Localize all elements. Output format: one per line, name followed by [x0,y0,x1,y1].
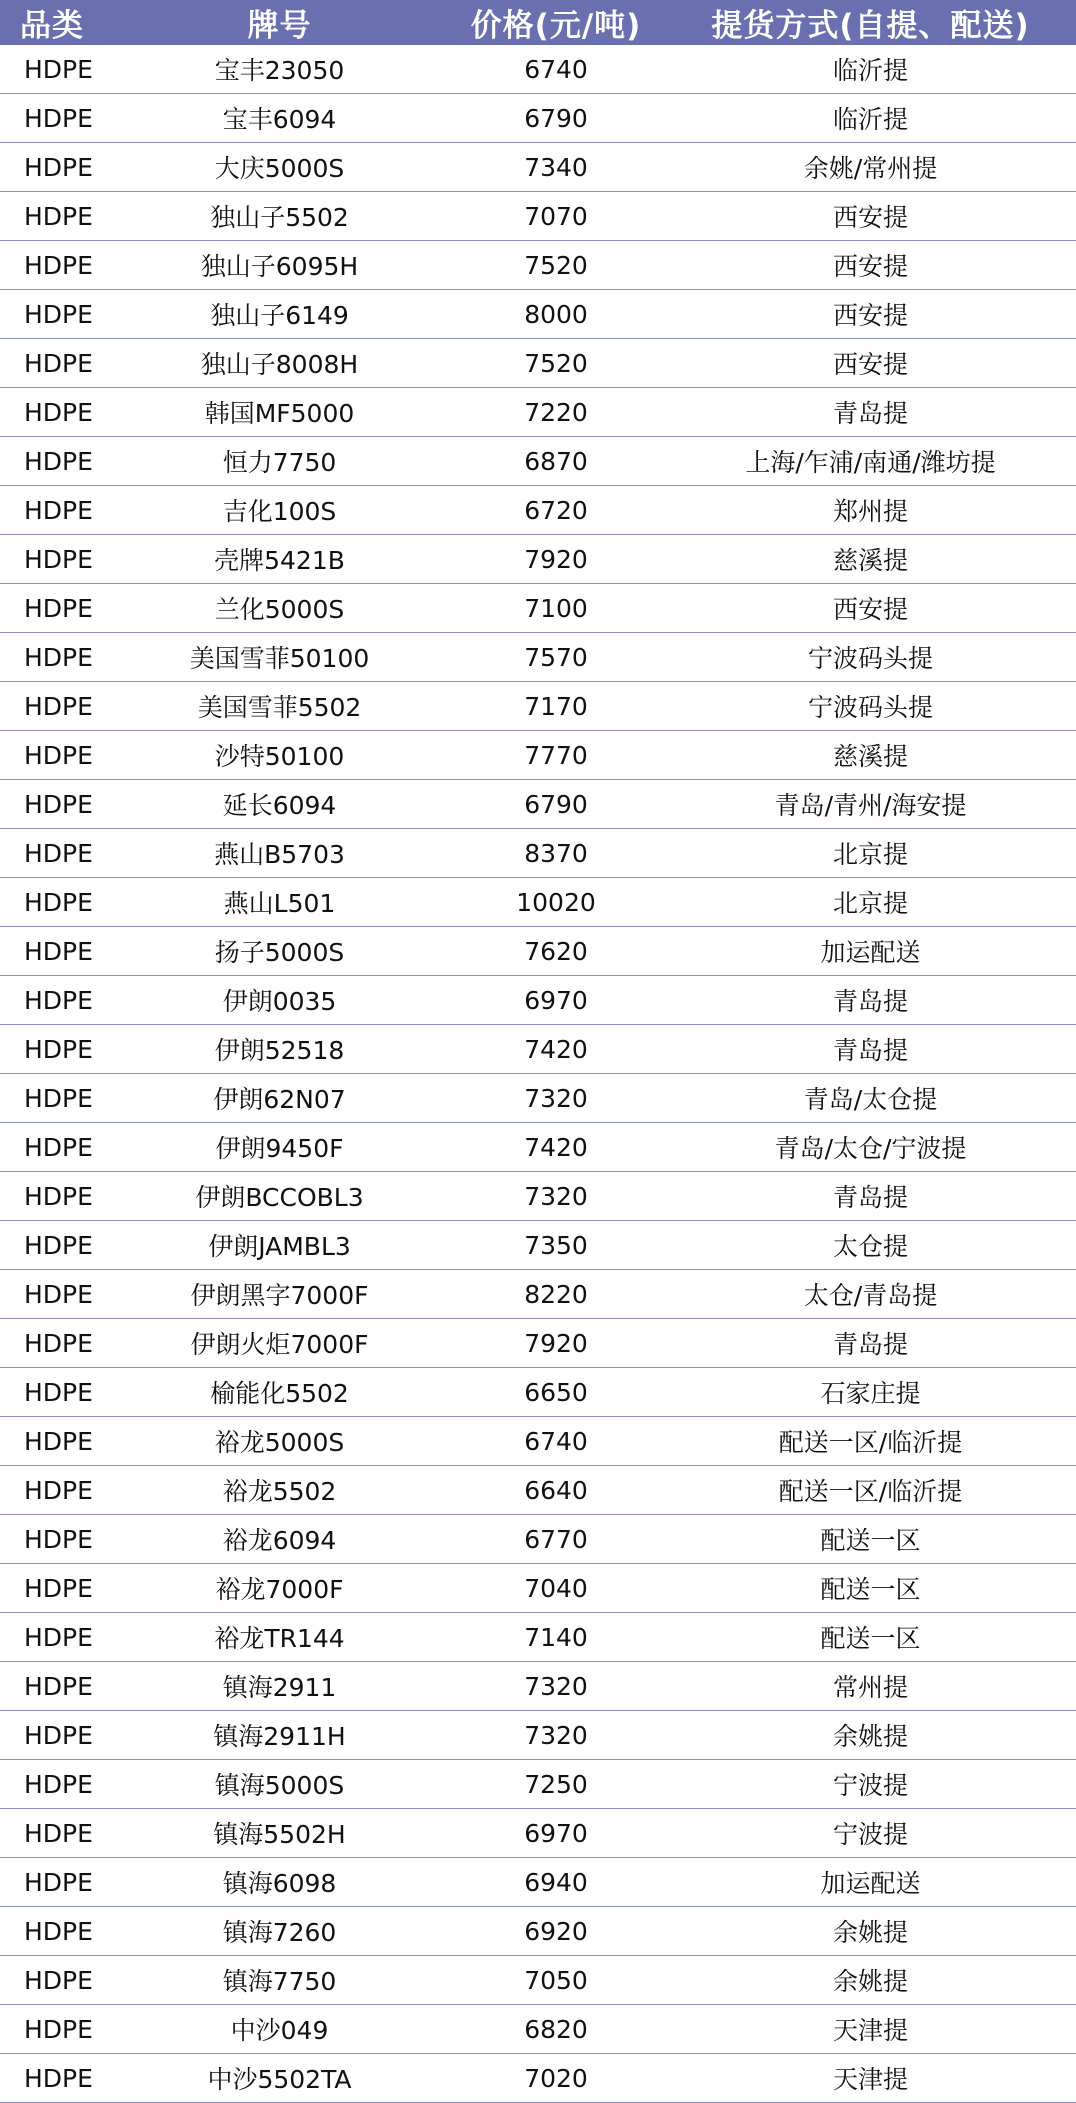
cell-brand: 独山子5502 [112,192,447,241]
cell-pickup: 余姚提 [665,1907,1076,1956]
cell-price: 8220 [447,1270,665,1319]
cell-brand: 美国雪菲50100 [112,633,447,682]
table-row [0,2005,1076,2054]
cell-pickup: 临沂提 [665,45,1076,94]
cell-pickup: 宁波提 [665,1809,1076,1858]
cell-brand: 宝丰6094 [112,94,447,143]
table-row [0,45,1076,94]
table-row [0,1956,1076,2005]
cell-price: 7770 [447,731,665,780]
cell-pickup: 常州提 [665,1662,1076,1711]
table-header [0,0,1076,45]
table-row [0,1809,1076,1858]
cell-category: HDPE [0,1466,112,1515]
cell-price: 7320 [447,1074,665,1123]
cell-brand: 大庆5000S [112,143,447,192]
cell-brand: 伊朗9450F [112,1123,447,1172]
table-row [0,633,1076,682]
header-category: 品类 [0,0,112,45]
cell-price: 6650 [447,1368,665,1417]
cell-pickup: 余姚提 [665,1711,1076,1760]
cell-category: HDPE [0,1368,112,1417]
table-row [0,486,1076,535]
cell-price: 7920 [447,535,665,584]
cell-brand: 沙特50100 [112,731,447,780]
cell-pickup: 天津提 [665,2054,1076,2103]
cell-category: HDPE [0,1662,112,1711]
cell-brand: 镇海2911H [112,1711,447,1760]
cell-price: 7340 [447,143,665,192]
cell-price: 7320 [447,1172,665,1221]
cell-category: HDPE [0,535,112,584]
cell-category: HDPE [0,1417,112,1466]
cell-price: 6740 [447,1417,665,1466]
table-row [0,1662,1076,1711]
cell-pickup: 宁波提 [665,1760,1076,1809]
cell-category: HDPE [0,339,112,388]
cell-pickup: 青岛/青州/海安提 [665,780,1076,829]
cell-pickup: 太仓提 [665,1221,1076,1270]
cell-price: 7040 [447,1564,665,1613]
cell-price: 6970 [447,976,665,1025]
cell-category: HDPE [0,731,112,780]
cell-price: 6720 [447,486,665,535]
table-row [0,1907,1076,1956]
table-row [0,94,1076,143]
cell-pickup: 配送一区/临沂提 [665,1466,1076,1515]
cell-category: HDPE [0,2054,112,2103]
cell-pickup: 余姚/常州提 [665,143,1076,192]
table-row [0,1515,1076,1564]
cell-category: HDPE [0,143,112,192]
cell-brand: 伊朗62N07 [112,1074,447,1123]
cell-brand: 裕龙7000F [112,1564,447,1613]
cell-price: 7140 [447,1613,665,1662]
header-pickup: 提货方式(自提、配送) [665,0,1076,45]
cell-category: HDPE [0,388,112,437]
cell-category: HDPE [0,1613,112,1662]
table-row [0,1123,1076,1172]
cell-pickup: 配送一区 [665,1515,1076,1564]
cell-price: 6920 [447,1907,665,1956]
cell-brand: 伊朗火炬7000F [112,1319,447,1368]
cell-category: HDPE [0,1319,112,1368]
cell-price: 7220 [447,388,665,437]
cell-pickup: 天津提 [665,2005,1076,2054]
cell-brand: 镇海5000S [112,1760,447,1809]
cell-price: 7050 [447,1956,665,2005]
cell-category: HDPE [0,94,112,143]
cell-price: 7250 [447,1760,665,1809]
table-row [0,1270,1076,1319]
cell-category: HDPE [0,2005,112,2054]
cell-pickup: 青岛提 [665,388,1076,437]
cell-brand: 镇海7750 [112,1956,447,2005]
cell-category: HDPE [0,486,112,535]
cell-category: HDPE [0,437,112,486]
cell-price: 6970 [447,1809,665,1858]
cell-category: HDPE [0,1025,112,1074]
table-row [0,1319,1076,1368]
table-row [0,829,1076,878]
cell-category: HDPE [0,1564,112,1613]
cell-pickup: 北京提 [665,878,1076,927]
table-row [0,1074,1076,1123]
cell-pickup: 慈溪提 [665,535,1076,584]
cell-brand: 镇海6098 [112,1858,447,1907]
cell-category: HDPE [0,1760,112,1809]
cell-price: 6770 [447,1515,665,1564]
cell-brand: 燕山L501 [112,878,447,927]
cell-brand: 伊朗BCCOBL3 [112,1172,447,1221]
cell-pickup: 郑州提 [665,486,1076,535]
table-row [0,290,1076,339]
cell-brand: 延长6094 [112,780,447,829]
cell-price: 6940 [447,1858,665,1907]
table-row [0,1711,1076,1760]
table-row [0,1564,1076,1613]
cell-pickup: 宁波码头提 [665,682,1076,731]
cell-pickup: 太仓/青岛提 [665,1270,1076,1319]
table-row [0,584,1076,633]
cell-brand: 兰化5000S [112,584,447,633]
cell-category: HDPE [0,1809,112,1858]
table-body [0,45,1076,2103]
cell-price: 7570 [447,633,665,682]
cell-brand: 榆能化5502 [112,1368,447,1417]
cell-pickup: 青岛提 [665,976,1076,1025]
cell-price: 6870 [447,437,665,486]
cell-brand: 伊朗52518 [112,1025,447,1074]
cell-price: 7350 [447,1221,665,1270]
cell-price: 8370 [447,829,665,878]
cell-price: 10020 [447,878,665,927]
cell-pickup: 临沂提 [665,94,1076,143]
table-row [0,1025,1076,1074]
cell-category: HDPE [0,1858,112,1907]
table-row [0,192,1076,241]
cell-category: HDPE [0,829,112,878]
cell-category: HDPE [0,290,112,339]
table-row [0,878,1076,927]
cell-brand: 镇海5502H [112,1809,447,1858]
cell-price: 7020 [447,2054,665,2103]
cell-category: HDPE [0,633,112,682]
cell-pickup: 石家庄提 [665,1368,1076,1417]
cell-price: 6790 [447,94,665,143]
cell-price: 7520 [447,339,665,388]
cell-category: HDPE [0,1074,112,1123]
cell-category: HDPE [0,241,112,290]
cell-pickup: 青岛/太仓/宁波提 [665,1123,1076,1172]
cell-category: HDPE [0,1956,112,2005]
table-row [0,1221,1076,1270]
table-row [0,780,1076,829]
cell-pickup: 加运配送 [665,927,1076,976]
cell-brand: 伊朗黑字7000F [112,1270,447,1319]
cell-pickup: 北京提 [665,829,1076,878]
table-row [0,437,1076,486]
cell-brand: 宝丰23050 [112,45,447,94]
table-row [0,1613,1076,1662]
table-row [0,1368,1076,1417]
cell-category: HDPE [0,192,112,241]
cell-brand: 独山子8008H [112,339,447,388]
cell-price: 7100 [447,584,665,633]
cell-pickup: 青岛提 [665,1319,1076,1368]
cell-price: 6790 [447,780,665,829]
table-row [0,1466,1076,1515]
cell-category: HDPE [0,780,112,829]
table-row [0,241,1076,290]
cell-brand: 韩国MF5000 [112,388,447,437]
table-row [0,339,1076,388]
cell-pickup: 青岛/太仓提 [665,1074,1076,1123]
cell-price: 6640 [447,1466,665,1515]
header-brand: 牌号 [112,0,447,45]
cell-price: 7170 [447,682,665,731]
table-row [0,143,1076,192]
table-row [0,976,1076,1025]
cell-pickup: 配送一区/临沂提 [665,1417,1076,1466]
cell-brand: 独山子6095H [112,241,447,290]
cell-brand: 裕龙5000S [112,1417,447,1466]
cell-brand: 独山子6149 [112,290,447,339]
cell-brand: 中沙049 [112,2005,447,2054]
cell-brand: 裕龙TR144 [112,1613,447,1662]
cell-category: HDPE [0,1123,112,1172]
cell-brand: 伊朗JAMBL3 [112,1221,447,1270]
cell-price: 8000 [447,290,665,339]
cell-pickup: 青岛提 [665,1025,1076,1074]
cell-category: HDPE [0,1221,112,1270]
cell-pickup: 宁波码头提 [665,633,1076,682]
cell-brand: 美国雪菲5502 [112,682,447,731]
cell-category: HDPE [0,927,112,976]
cell-brand: 裕龙5502 [112,1466,447,1515]
cell-price: 7070 [447,192,665,241]
cell-category: HDPE [0,1515,112,1564]
table-row [0,731,1076,780]
cell-brand: 壳牌5421B [112,535,447,584]
cell-pickup: 加运配送 [665,1858,1076,1907]
cell-category: HDPE [0,976,112,1025]
cell-category: HDPE [0,878,112,927]
cell-brand: 燕山B5703 [112,829,447,878]
cell-pickup: 青岛提 [665,1172,1076,1221]
cell-category: HDPE [0,584,112,633]
cell-pickup: 西安提 [665,241,1076,290]
cell-pickup: 余姚提 [665,1956,1076,2005]
table-row [0,682,1076,731]
cell-price: 6820 [447,2005,665,2054]
table-row [0,388,1076,437]
cell-price: 7920 [447,1319,665,1368]
cell-pickup: 配送一区 [665,1613,1076,1662]
cell-pickup: 西安提 [665,290,1076,339]
cell-price: 7320 [447,1711,665,1760]
cell-price: 7420 [447,1123,665,1172]
cell-price: 7520 [447,241,665,290]
table-row [0,1172,1076,1221]
table-row [0,535,1076,584]
cell-brand: 镇海2911 [112,1662,447,1711]
table-row [0,1417,1076,1466]
cell-brand: 恒力7750 [112,437,447,486]
cell-category: HDPE [0,1270,112,1319]
cell-price: 7620 [447,927,665,976]
table-row [0,927,1076,976]
cell-pickup: 上海/乍浦/南通/潍坊提 [665,437,1076,486]
cell-pickup: 配送一区 [665,1564,1076,1613]
table-row [0,2054,1076,2103]
header-row [0,0,1076,45]
cell-brand: 裕龙6094 [112,1515,447,1564]
table-row [0,1760,1076,1809]
cell-category: HDPE [0,1711,112,1760]
cell-brand: 扬子5000S [112,927,447,976]
cell-brand: 伊朗0035 [112,976,447,1025]
cell-pickup: 慈溪提 [665,731,1076,780]
cell-category: HDPE [0,1172,112,1221]
cell-price: 6740 [447,45,665,94]
cell-price: 7320 [447,1662,665,1711]
cell-price: 7420 [447,1025,665,1074]
header-price: 价格(元/吨) [447,0,665,45]
cell-pickup: 西安提 [665,339,1076,388]
cell-brand: 吉化100S [112,486,447,535]
table-row [0,1858,1076,1907]
cell-category: HDPE [0,45,112,94]
cell-brand: 中沙5502TA [112,2054,447,2103]
cell-category: HDPE [0,682,112,731]
cell-pickup: 西安提 [665,584,1076,633]
cell-brand: 镇海7260 [112,1907,447,1956]
cell-category: HDPE [0,1907,112,1956]
cell-pickup: 西安提 [665,192,1076,241]
